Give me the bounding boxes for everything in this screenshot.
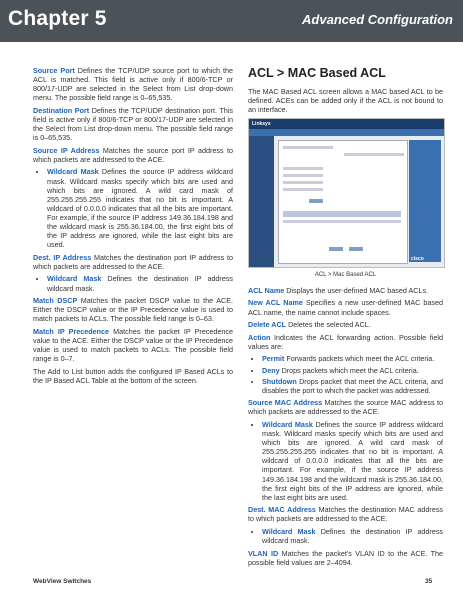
left-column bbox=[33, 66, 233, 389]
screenshot-row bbox=[283, 174, 323, 177]
bullet-permit: • Permit Forwards packets which meet the ACL criteria. bbox=[262, 354, 443, 363]
screenshot-row bbox=[283, 146, 333, 149]
screenshot-row bbox=[283, 167, 323, 170]
bullet-wildcard-dest: • Wildcard Mask Defines the destination IP address wildcard mask. bbox=[47, 274, 233, 292]
bullet-wildcard-source-mac: • Wildcard Mask Defines the source IP address wildcard mask. Wildcard masks specify which bits are used and which bits are ignored. A wild card mask of 255.255.255.255 indicates that no bit is important. A wildcard of 0.0.0.0 indicates that all the bits are important. For example, if the source IP address 149.36.184.198 and the wildcard mask is 255.36.184.00, the first eight bits of the IP address are ignored, while the last eight bits are used. bbox=[262, 420, 443, 502]
screenshot-row bbox=[283, 188, 323, 191]
screenshot-figure bbox=[248, 118, 445, 268]
screenshot-button bbox=[349, 247, 363, 251]
section-title: Advanced Configuration bbox=[302, 12, 453, 27]
paragraph-source-mac: Source MAC Address Matches the source MAC address to which packets are addressed to the ACE. bbox=[248, 398, 443, 417]
screenshot-row bbox=[283, 181, 323, 184]
cisco-logo: cisco bbox=[411, 255, 424, 262]
paragraph-dest-mac: Dest. MAC Address Matches the destination MAC address to which packets are addressed to the ACE. bbox=[248, 505, 444, 524]
chapter-header-bar bbox=[0, 0, 463, 42]
screenshot-top-bar: Linksys bbox=[249, 119, 444, 129]
right-column bbox=[248, 66, 443, 570]
screenshot-sidebar bbox=[249, 136, 274, 267]
bullet-list bbox=[248, 420, 443, 502]
bullet-deny: • Deny Drops packets which meet the ACL criteria. bbox=[262, 366, 443, 375]
bullet-shutdown: • Shutdown Drops packet that meet the ACL criteria, and disables the port to which the packet was addressed. bbox=[262, 377, 443, 395]
bullet-list bbox=[33, 167, 233, 249]
chapter-title: Chapter 5 bbox=[8, 7, 107, 30]
paragraph-acl-name: ACL Name Displays the user-defined MAC based ACLs. bbox=[248, 285, 429, 295]
intro-paragraph: The MAC Based ACL screen allows a MAC based ACL to be defined. ACEs can be added only if the ACL is not bound to an interface. bbox=[248, 87, 443, 115]
paragraph-vlan-id: VLAN ID Matches the packet's VLAN ID to the ACE. The possible field values are 2–4094. bbox=[248, 548, 444, 567]
screenshot-button bbox=[309, 199, 323, 203]
screenshot-row bbox=[283, 220, 401, 223]
bullet-list-actions bbox=[248, 354, 443, 394]
paragraph-delete-acl: Delete ACL Deletes the selected ACL. bbox=[248, 320, 371, 330]
paragraph-match-ip-precedence: Match IP Precedence Matches the packet IP Precedence value to the ACE. Either the DSCP value or the IP Precedence value is used to match packets to ACLs. The possible field range is 0–7. bbox=[33, 326, 233, 364]
footer-product-name: WebView Switches bbox=[33, 578, 92, 585]
paragraph-source-port: Source Port Defines the TCP/UDP source port to which the ACL is matched. This field is active only if 800/6-TCP or 800/17-UDP are selected in the Select from List drop-down menu. The possible field range is 0–65,535. bbox=[33, 66, 233, 103]
screenshot-table-header bbox=[283, 211, 401, 217]
paragraph-add-to-list: The Add to List button adds the configured IP Based ACLs to the IP Based ACL Table at the bottom of the screen. bbox=[33, 366, 233, 385]
page-number: 35 bbox=[425, 578, 433, 585]
screenshot-row bbox=[344, 153, 404, 156]
bullet-list bbox=[248, 527, 443, 545]
screenshot-help-panel bbox=[409, 140, 441, 262]
paragraph-match-dscp: Match DSCP Matches the packet DSCP value to the ACE. Either the DSCP value or the IP Precedence value is used to match packets to ACLs. The possible field range is 0–63. bbox=[33, 296, 233, 324]
screenshot-nav-bar bbox=[249, 129, 444, 136]
paragraph-new-acl-name: New ACL Name Specifies a new user-defined MAC based ACL name, the name cannot include spaces. bbox=[248, 298, 443, 317]
bullet-wildcard-dest-mac: • Wildcard Mask Defines the destination IP address wildcard mask. bbox=[262, 527, 443, 545]
paragraph-action: Action Indicates the ACL forwarding action. Possible field values are: bbox=[248, 332, 443, 351]
paragraph-destination-port: Destination Port Defines the TCP/UDP destination port. This field is active only if 800/6-TCP or 800/17-UDP are selected in the Select from List drop-down menu. The possible field range is 0–65,535. bbox=[33, 105, 233, 143]
bullet-wildcard-source: • Wildcard Mask Defines the source IP address wildcard mask. Wildcard masks specify which bits are used and which bits are ignored. A wild card mask of 255.255.255.255 indicates that no bit is important. A wildcard of 0.0.0.0 indicates that all the bits are important. For example, if the source IP address 149.36.184.198 and the wildcard mask is 255.36.184.00, the first eight bits of the IP address are ignored, while the last eight bits are used. bbox=[47, 167, 233, 249]
paragraph-source-ip: Source IP Address Matches the source port IP address to which packets are addressed to the ACE. bbox=[33, 145, 234, 164]
bullet-list bbox=[33, 274, 233, 292]
paragraph-dest-ip: Dest. IP Address Matches the destination port IP address to which packets are addressed to the ACE. bbox=[33, 252, 233, 271]
screenshot-button bbox=[329, 247, 343, 251]
figure-caption: ACL > Mac Based ACL bbox=[314, 271, 377, 278]
section-heading: ACL > MAC Based ACL bbox=[248, 66, 386, 80]
screenshot-form-panel bbox=[278, 140, 408, 264]
